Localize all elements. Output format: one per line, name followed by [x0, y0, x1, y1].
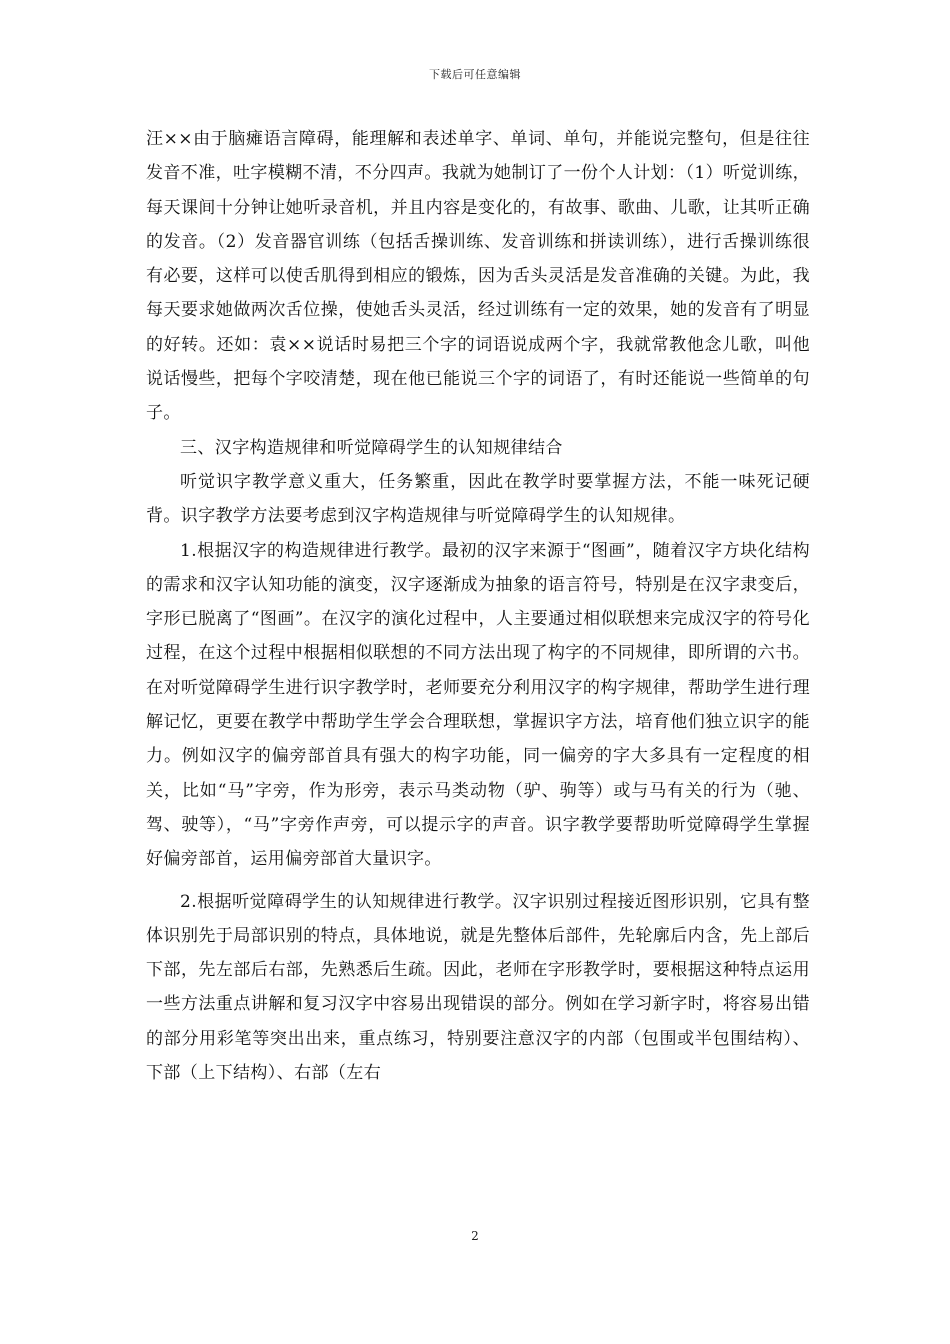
paragraph-cognitive-rules: 2.根据听觉障碍学生的认知规律进行教学。汉字识别过程接近图形识别，它具有整体识别先于局部识别的特点，具体地说，就是先整体后部件，先轮廓后内含，先上部后下部，先左部后右部，先熟悉后生疏。因此，老师在字形教学时，要根据这种特点运用一些方法重点讲解和复习汉字中容易出现错误的部分。例如在学习新字时，将容易出错的部分用彩笔等突出出来，重点练习，特别要注意汉字的内部（包围或半包围结构）、下部（上下结构）、右部（左右 [146, 891, 810, 1084]
page-number: 2 [471, 1229, 479, 1243]
paragraph-intro: 听觉识字教学意义重大，任务繁重，因此在教学时要掌握方法，不能一味死记硬背。识字教学方法要考虑到汉字构造规律与听觉障碍学生的认知规律。 [146, 471, 810, 527]
page-header: 下载后可任意编辑 [429, 68, 521, 81]
paragraph-structure-rules: 1.根据汉字的构造规律进行教学。最初的汉字来源于“图画”，随着汉字方块化结构的需求和汉字认知功能的演变，汉字逐渐成为抽象的语言符号，特别是在汉字隶变后，字形已脱离了“图画”。在汉字的演化过程中，人主要通过相似联想来完成汉字的符号化过程，在这个过程中根据相似联想的不同方法出现了构字的不同规律，即所谓的六书。在对听觉障碍学生进行识字教学时，老师要充分利用汉字的构字规律，帮助学生进行理解记忆，更要在教学中帮助学生学会合理联想，掌握识字方法，培育他们独立识字的能力。例如汉字的偏旁部首具有强大的构字功能，同一偏旁的字大多具有一定程度的相关，比如“马”字旁，作为形旁，表示马类动物（驴、驹等）或与马有关的行为（驰、驾、驶等），“马”字旁作声旁，可以提示字的声音。识字教学要帮助听觉障碍学生掌握好偏旁部首，运用偏旁部首大量识字。 [146, 540, 810, 870]
paragraph-speech-training: 汪××由于脑瘫语言障碍，能理解和表述单字、单词、单句，并能说完整句，但是往往发音不准，吐字模糊不清，不分四声。我就为她制订了一份个人计划：（1）听觉训练，每天课间十分钟让她听录音机，并且内容是变化的，有故事、歌曲、儿歌，让其听正确的发音。（2）发音器官训练（包括舌操训练、发音训练和拼读训练），进行舌操训练很有必要，这样可以使舌肌得到相应的锻炼，因为舌头灵活是发音准确的关键。为此，我每天要求她做两次舌位操，使她舌头灵活，经过训练有一定的效果，她的发音有了明显的好转。还如：袁××说话时易把三个字的词语说成两个字，我就常教他念儿歌，叫他说话慢些，把每个字咬清楚，现在他已能说三个字的词语了，有时还能说一些简单的句子。 [146, 129, 810, 424]
section-heading: 三、汉字构造规律和听觉障碍学生的认知规律结合 [180, 437, 563, 458]
document-body [146, 122, 810, 1090]
